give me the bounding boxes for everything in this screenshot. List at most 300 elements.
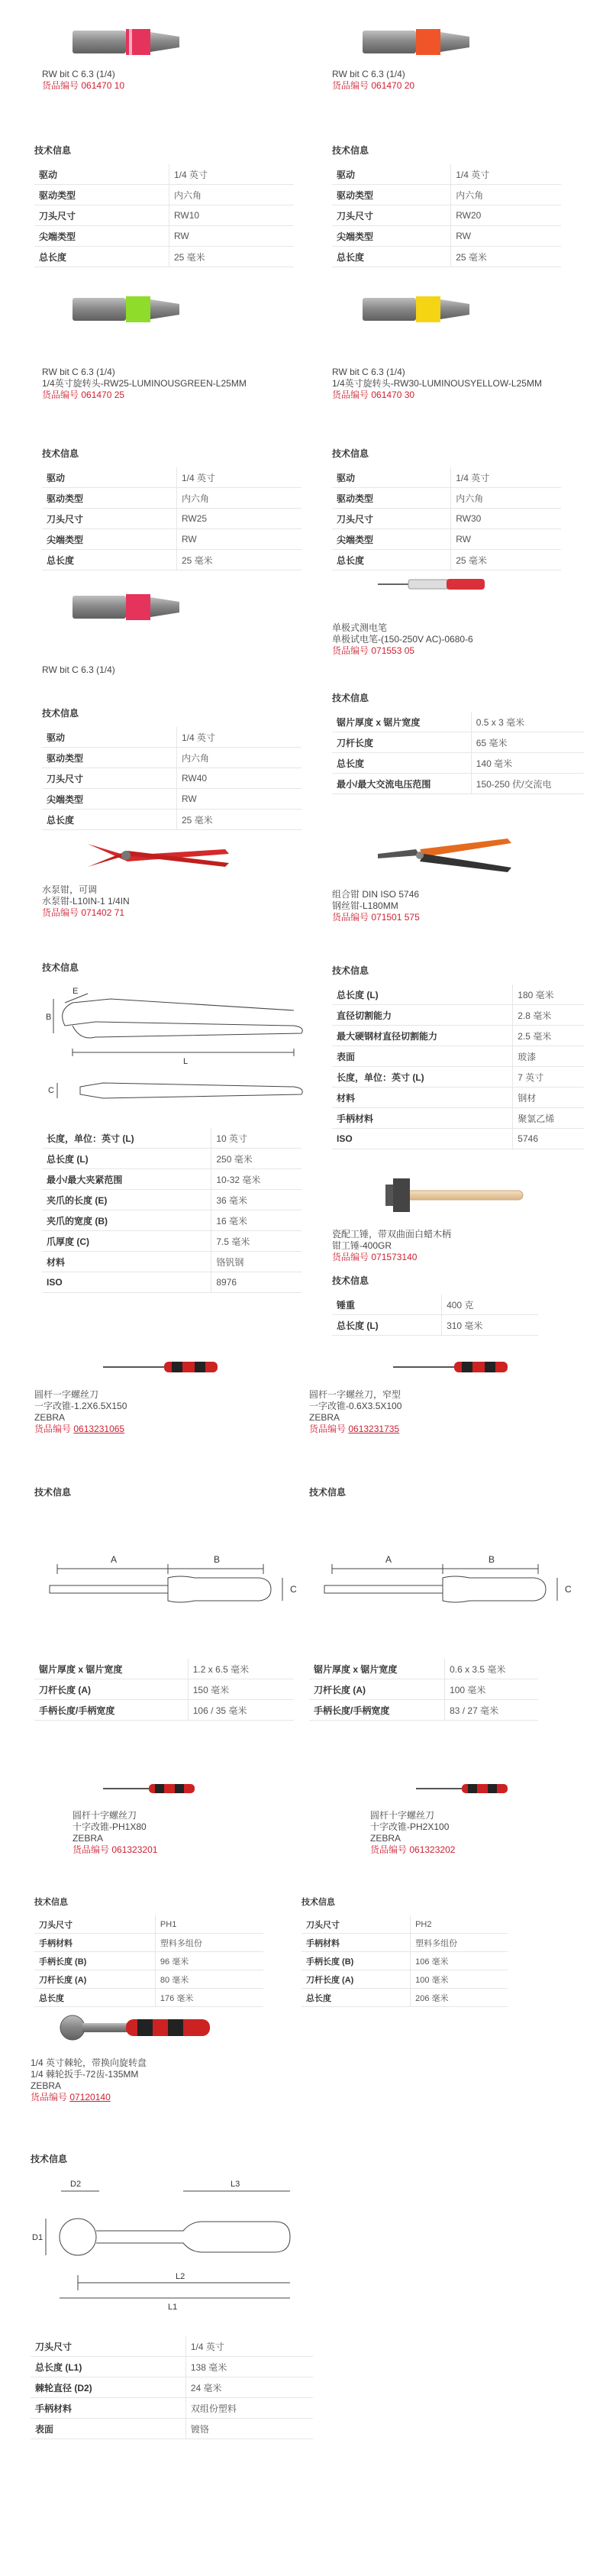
spec-value: 双组份塑料	[185, 2398, 313, 2419]
spec-value: 10-32 毫米	[211, 1169, 302, 1190]
spec-row	[309, 1679, 538, 1700]
spec-row	[332, 467, 561, 488]
dim-label-B: B	[46, 1013, 52, 1022]
dim-label-C: C	[565, 1584, 572, 1595]
dim-label-B: B	[489, 1554, 495, 1565]
spec-value: 0.6 x 3.5 毫米	[445, 1659, 538, 1679]
spec-key: 尖端类型	[34, 226, 169, 247]
product-desc: 一字改锥-1.2X6.5X150	[34, 1401, 127, 1411]
spec-row	[42, 1231, 302, 1252]
spec-row	[34, 1934, 263, 1952]
spec-row	[42, 1252, 302, 1272]
spec-key: 手柄材料	[302, 1934, 411, 1952]
spec-value: 铬钒钢	[211, 1252, 302, 1272]
spec-row	[31, 2357, 313, 2377]
spec-value: 138 毫米	[185, 2357, 313, 2377]
product-card-6	[332, 569, 592, 657]
dim-label-A: A	[111, 1554, 118, 1565]
spec-row	[34, 1679, 294, 1700]
spec-key: 总长度	[332, 550, 451, 570]
article-number[interactable]: 货品编号 061323202	[370, 1844, 456, 1855]
spec-key: 最小/最大交流电压范围	[332, 774, 471, 794]
spec-value: 1/4 英寸	[451, 164, 561, 185]
spec-value: RW	[451, 226, 561, 247]
spec-key: 尖端类型	[332, 226, 451, 247]
product-desc: 1/4英寸旋转头-RW30-LUMINOUSYELLOW-L25MM	[332, 378, 542, 389]
spec-row	[332, 753, 584, 774]
product-name: RW bit C 6.3 (1/4)	[42, 367, 115, 377]
spec-value: 140 毫米	[471, 753, 584, 774]
dim-label-L: L	[183, 1057, 189, 1066]
spec-value: 聚氯乙烯	[513, 1108, 584, 1129]
spec-value: 36 毫米	[211, 1190, 302, 1210]
spec-row	[332, 529, 561, 550]
spec-table	[332, 984, 584, 1149]
spec-value: 106 毫米	[411, 1952, 508, 1970]
screwdriver-dimension-drawing	[309, 1501, 584, 1654]
spec-key: 夹爪的长度 (E)	[42, 1190, 211, 1210]
spec-value: 2.5 毫米	[513, 1026, 584, 1046]
spec-key: 刀头尺寸	[42, 768, 176, 789]
spec-value: RW30	[451, 509, 561, 529]
product-card-3	[42, 283, 317, 401]
dim-label-A: A	[385, 1554, 392, 1565]
spec-key: 总长度	[332, 753, 471, 774]
spec-heading: 技术信息	[332, 448, 369, 459]
spec-key: 刀头尺寸	[332, 509, 451, 529]
spec-key: 锯片厚度 x 锯片宽度	[34, 1659, 188, 1679]
spec-row	[332, 550, 561, 570]
spec-block-6	[332, 691, 592, 794]
spec-row	[302, 1934, 508, 1952]
spec-value: RW10	[169, 205, 294, 226]
spec-row	[332, 774, 584, 794]
spec-key: ISO	[332, 1129, 513, 1149]
article-number[interactable]: 货品编号 0613231735	[309, 1424, 400, 1434]
product-card-7	[42, 832, 317, 919]
spec-heading: 技术信息	[332, 693, 369, 703]
spec-heading: 技术信息	[34, 1898, 68, 1907]
spec-row	[42, 727, 302, 748]
spec-block-11	[309, 1485, 592, 1721]
product-name: 圆杆一字螺丝刀	[34, 1389, 99, 1400]
product-name: RW bit C 6.3 (1/4)	[42, 69, 115, 79]
dim-label-L3: L3	[231, 2180, 240, 2189]
spec-value: 10 英寸	[211, 1128, 302, 1149]
spec-value: 25 毫米	[176, 550, 302, 570]
spec-key: 材料	[332, 1088, 513, 1108]
spec-row	[42, 529, 302, 550]
product-card-14	[31, 2009, 336, 2103]
product-brand: ZEBRA	[31, 2080, 62, 2091]
spec-value: 96 毫米	[155, 1952, 263, 1970]
spec-value: 7.5 毫米	[211, 1231, 302, 1252]
product-desc: 十字改锥-PH2X100	[370, 1821, 450, 1832]
article-number[interactable]: 货品编号 071553 05	[332, 645, 415, 656]
spec-row	[42, 810, 302, 830]
spec-table	[332, 164, 561, 267]
spec-key: 刀头尺寸	[31, 2336, 185, 2357]
article-number[interactable]: 货品编号 071501 575	[332, 912, 420, 923]
spec-value: 106 / 35 毫米	[188, 1700, 294, 1721]
spec-row	[309, 1700, 538, 1721]
spec-value: 176 毫米	[155, 1989, 263, 2007]
product-card-8	[332, 832, 592, 923]
product-card-2	[332, 15, 561, 92]
spec-key: 爪厚度 (C)	[42, 1231, 211, 1252]
article-number[interactable]: 货品编号 071402 71	[42, 907, 125, 918]
spec-row	[302, 1952, 508, 1970]
product-brand: ZEBRA	[34, 1412, 66, 1423]
product-name: RW bit C 6.3 (1/4)	[332, 367, 405, 377]
article-number[interactable]: 货品编号 061470 25	[42, 389, 125, 400]
article-number[interactable]: 货品编号 061470 30	[332, 389, 415, 400]
spec-value: 1/4 英寸	[176, 467, 302, 488]
spec-row	[332, 488, 561, 509]
screwdriver-image	[385, 1356, 538, 1378]
spec-block-4	[332, 447, 592, 570]
spec-key: 驱动类型	[332, 488, 451, 509]
screwdriver-image	[408, 1779, 530, 1798]
spec-key: 总长度 (L1)	[31, 2357, 185, 2377]
spec-row	[34, 205, 294, 226]
spec-value: RW	[169, 226, 294, 247]
product-name: RW bit C 6.3 (1/4)	[332, 69, 405, 79]
spec-key: 驱动类型	[42, 748, 176, 768]
spec-heading: 技术信息	[31, 2154, 68, 2164]
ratchet-image	[53, 2009, 221, 2047]
spec-value: 100 毫米	[445, 1679, 538, 1700]
spec-value: 65 毫米	[471, 732, 584, 753]
spec-row	[31, 2336, 313, 2357]
spec-value: 8976	[211, 1272, 302, 1293]
spec-value: 25 毫米	[176, 810, 302, 830]
spec-key: 棘轮直径 (D2)	[31, 2377, 185, 2398]
spec-value: 塑料多组份	[155, 1934, 263, 1952]
spec-block-13	[302, 1896, 561, 2007]
spec-key: 尖端类型	[42, 789, 176, 810]
spec-key: 刀头尺寸	[34, 205, 169, 226]
spec-key: 驱动类型	[42, 488, 176, 509]
product-name: 圆杆十字螺丝刀	[73, 1810, 137, 1821]
product-desc: 1/4 棘轮扳手-72齿-135MM	[31, 2069, 139, 2080]
spec-value: 1.2 x 6.5 毫米	[188, 1659, 294, 1679]
spec-value: 206 毫米	[411, 1989, 508, 2007]
spec-row	[42, 748, 302, 768]
bit-image	[355, 15, 485, 69]
spec-key: 刀杆长度 (A)	[34, 1679, 188, 1700]
spec-key: 手柄长度/手柄宽度	[34, 1700, 188, 1721]
water-pump-pliers-image	[73, 832, 248, 878]
spec-row	[332, 164, 561, 185]
product-name: RW bit C 6.3 (1/4)	[42, 664, 115, 675]
spec-heading: 技术信息	[302, 1898, 335, 1907]
article-number[interactable]: 货品编号 061470 10	[42, 80, 125, 91]
spec-key: 驱动类型	[34, 185, 169, 205]
spec-value: 塑料多组份	[411, 1934, 508, 1952]
bit-image	[355, 283, 485, 336]
spec-value: 1/4 英寸	[451, 467, 561, 488]
combination-pliers-image	[363, 832, 530, 878]
spec-heading: 技术信息	[332, 1275, 369, 1286]
spec-block-8	[332, 964, 592, 1149]
dim-label-C: C	[290, 1584, 297, 1595]
spec-key: 表面	[332, 1046, 513, 1067]
spec-key: 手柄长度 (B)	[302, 1952, 411, 1970]
spec-block-10	[34, 1485, 309, 1721]
spec-row	[31, 2419, 313, 2439]
spec-row	[42, 1272, 302, 1293]
product-desc: 钳工锤-400GR	[332, 1240, 392, 1251]
spec-row	[332, 226, 561, 247]
spec-key: 最大硬钢材直径切割能力	[332, 1026, 513, 1046]
spec-row	[332, 1108, 584, 1129]
spec-row	[302, 1989, 508, 2007]
product-name: 组合钳 DIN ISO 5746	[332, 889, 420, 900]
spec-value: RW20	[451, 205, 561, 226]
spec-value: 310 毫米	[442, 1315, 538, 1336]
spec-value: 24 毫米	[185, 2377, 313, 2398]
spec-row	[42, 1169, 302, 1190]
spec-row	[34, 164, 294, 185]
spec-row	[309, 1659, 538, 1679]
spec-key: 驱动	[42, 467, 176, 488]
spec-key: 驱动	[332, 164, 451, 185]
spec-row	[332, 1026, 584, 1046]
spec-table	[34, 1659, 294, 1721]
spec-value: 0.5 x 3 毫米	[471, 712, 584, 732]
spec-row	[42, 1128, 302, 1149]
spec-block-14	[31, 2152, 336, 2439]
spec-key: 刀头尺寸	[42, 509, 176, 529]
spec-row	[332, 984, 584, 1005]
dim-label-D2: D2	[70, 2180, 82, 2189]
spec-table	[42, 727, 302, 830]
spec-row	[332, 732, 584, 753]
product-card-5	[42, 580, 302, 676]
spec-key: 刀杆长度 (A)	[309, 1679, 445, 1700]
spec-key: 尖端类型	[42, 529, 176, 550]
spec-row	[302, 1970, 508, 1989]
dim-label-D1: D1	[32, 2233, 44, 2242]
spec-key: 夹爪的宽度 (B)	[42, 1210, 211, 1231]
article-number[interactable]: 货品编号 0613231065	[34, 1424, 125, 1434]
bit-image	[65, 580, 195, 634]
spec-value: 250 毫米	[211, 1149, 302, 1169]
spec-value: PH2	[411, 1915, 508, 1934]
spec-value: 7 英寸	[513, 1067, 584, 1088]
product-name: 瓷配工锤，带双曲面白蜡木柄	[332, 1229, 452, 1240]
article-number[interactable]: 货品编号 07120140	[31, 2092, 111, 2102]
product-card-13	[370, 1779, 584, 1856]
spec-key: 驱动类型	[332, 185, 451, 205]
spec-heading: 技术信息	[34, 145, 72, 156]
spec-value: 内六角	[451, 185, 561, 205]
spec-value: RW25	[176, 509, 302, 529]
spec-value: 25 毫米	[169, 247, 294, 267]
spec-block-12	[34, 1896, 294, 2007]
spec-block-9	[332, 1274, 592, 1336]
spec-heading: 技术信息	[42, 962, 79, 973]
spec-value: 80 毫米	[155, 1970, 263, 1989]
color-ring	[126, 296, 150, 322]
spec-value: 180 毫米	[513, 984, 584, 1005]
hammer-image	[363, 1172, 530, 1218]
spec-row	[42, 1149, 302, 1169]
spec-row	[42, 467, 302, 488]
spec-key: 总长度 (L)	[42, 1149, 211, 1169]
spec-row	[31, 2377, 313, 2398]
spec-key: 直径切割能力	[332, 1005, 513, 1026]
spec-row	[42, 789, 302, 810]
spec-row	[332, 1315, 538, 1336]
spec-value: 1/4 英寸	[169, 164, 294, 185]
spec-row	[332, 509, 561, 529]
dim-label-L2: L2	[176, 2272, 185, 2281]
spec-value: 25 毫米	[451, 550, 561, 570]
dim-label-E: E	[73, 987, 79, 996]
spec-block-3	[42, 447, 317, 570]
spec-table	[332, 467, 561, 570]
spec-value: 镀铬	[185, 2419, 313, 2439]
spec-value: 5746	[513, 1129, 584, 1149]
spec-row	[302, 1915, 508, 1934]
dim-label-L1: L1	[168, 2303, 178, 2312]
spec-table	[34, 164, 294, 267]
spec-key: 材料	[42, 1252, 211, 1272]
spec-key: 驱动	[34, 164, 169, 185]
spec-heading: 技术信息	[42, 708, 79, 719]
ratchet-dimension-drawing	[31, 2176, 305, 2329]
spec-value: 1/4 英寸	[176, 727, 302, 748]
spec-heading: 技术信息	[332, 145, 369, 156]
spec-value: 钢材	[513, 1088, 584, 1108]
product-brand: ZEBRA	[370, 1833, 401, 1844]
spec-block-2	[332, 144, 603, 267]
article-number[interactable]: 货品编号 071573140	[332, 1252, 418, 1262]
spec-heading: 技术信息	[42, 448, 79, 459]
spec-value: 25 毫米	[451, 247, 561, 267]
spec-row	[332, 712, 584, 732]
spec-key: 总长度	[34, 1989, 155, 2007]
spec-value: 16 毫米	[211, 1210, 302, 1231]
spec-row	[332, 247, 561, 267]
spec-value: RW	[176, 529, 302, 550]
bit-image	[65, 15, 195, 69]
bit-image	[65, 283, 195, 336]
spec-row	[332, 1088, 584, 1108]
dim-label-B: B	[214, 1554, 221, 1565]
spec-value: 83 / 27 毫米	[445, 1700, 538, 1721]
spec-value: 内六角	[176, 748, 302, 768]
spec-row	[332, 205, 561, 226]
spec-row	[332, 1046, 584, 1067]
spec-key: 刀头尺寸	[332, 205, 451, 226]
product-desc: 单极试电笔-(150-250V AC)-0680-6	[332, 634, 473, 645]
spec-row	[34, 1915, 263, 1934]
product-desc: 1/4英寸旋转头-RW25-LUMINOUSGREEN-L25MM	[42, 378, 247, 389]
product-brand: ZEBRA	[73, 1833, 104, 1844]
spec-key: 锯片厚度 x 锯片宽度	[332, 712, 471, 732]
spec-value: 玻漆	[513, 1046, 584, 1067]
spec-key: 手柄材料	[332, 1108, 513, 1129]
spec-table	[42, 467, 302, 570]
spec-key: 总长度	[42, 550, 176, 570]
spec-key: 手柄材料	[34, 1934, 155, 1952]
product-brand: ZEBRA	[309, 1412, 340, 1423]
spec-value: 内六角	[451, 488, 561, 509]
spec-key: 刀杆长度 (A)	[34, 1970, 155, 1989]
product-desc: 一字改锥-0.6X3.5X100	[309, 1401, 402, 1411]
product-desc: 钢丝钳-L180MM	[332, 900, 398, 911]
spec-key: 锤重	[332, 1294, 442, 1315]
spec-key: 表面	[31, 2419, 185, 2439]
spec-block-7	[42, 961, 317, 1293]
spec-row	[42, 509, 302, 529]
spec-row	[42, 550, 302, 570]
spec-key: 总长度 (L)	[332, 984, 513, 1005]
spec-key: ISO	[42, 1272, 211, 1293]
dim-label-C: C	[48, 1086, 54, 1095]
product-name: 1/4 英寸棘轮，带换向旋转盘	[31, 2057, 147, 2068]
spec-value: RW	[176, 789, 302, 810]
spec-table	[31, 2336, 313, 2439]
spec-value: 2.8 毫米	[513, 1005, 584, 1026]
color-ring	[126, 594, 150, 620]
spec-row	[34, 185, 294, 205]
spec-key: 刀杆长度 (A)	[302, 1970, 411, 1989]
product-card-4	[332, 283, 592, 401]
spec-block-1	[34, 144, 324, 267]
spec-key: 长度，单位：英寸 (L)	[332, 1067, 513, 1088]
spec-table	[332, 712, 584, 794]
spec-row	[42, 1190, 302, 1210]
spec-key: 刀杆长度	[332, 732, 471, 753]
spec-key: 手柄长度 (B)	[34, 1952, 155, 1970]
spec-key: 总长度	[332, 247, 451, 267]
product-card-11	[309, 1356, 592, 1435]
article-number[interactable]: 货品编号 061470 20	[332, 80, 415, 91]
spec-value: 内六角	[176, 488, 302, 509]
spec-key: 手柄材料	[31, 2398, 185, 2419]
spec-value: PH1	[155, 1915, 263, 1934]
pliers-dimension-drawing	[42, 980, 317, 1125]
spec-row	[34, 1952, 263, 1970]
color-ring	[416, 296, 440, 322]
spec-key: 尖端类型	[332, 529, 451, 550]
spec-row	[31, 2398, 313, 2419]
product-card-9	[332, 1172, 592, 1263]
spec-value: RW	[451, 529, 561, 550]
screwdriver-dimension-drawing	[34, 1501, 309, 1654]
voltage-tester-image	[355, 569, 508, 600]
spec-key: 总长度	[302, 1989, 411, 2007]
spec-row	[34, 1659, 294, 1679]
spec-key: 驱动	[332, 467, 451, 488]
spec-heading: 技术信息	[332, 965, 369, 976]
spec-key: 刀头尺寸	[302, 1915, 411, 1934]
product-card-10	[34, 1356, 309, 1435]
spec-value: 150-250 伏/交流电	[471, 774, 584, 794]
spec-row	[34, 247, 294, 267]
spec-row	[42, 768, 302, 789]
spec-row	[42, 488, 302, 509]
spec-block-5	[42, 706, 317, 830]
spec-value: 150 毫米	[188, 1679, 294, 1700]
article-number[interactable]: 货品编号 061323201	[73, 1844, 158, 1855]
spec-row	[332, 185, 561, 205]
spec-table	[332, 1294, 538, 1336]
